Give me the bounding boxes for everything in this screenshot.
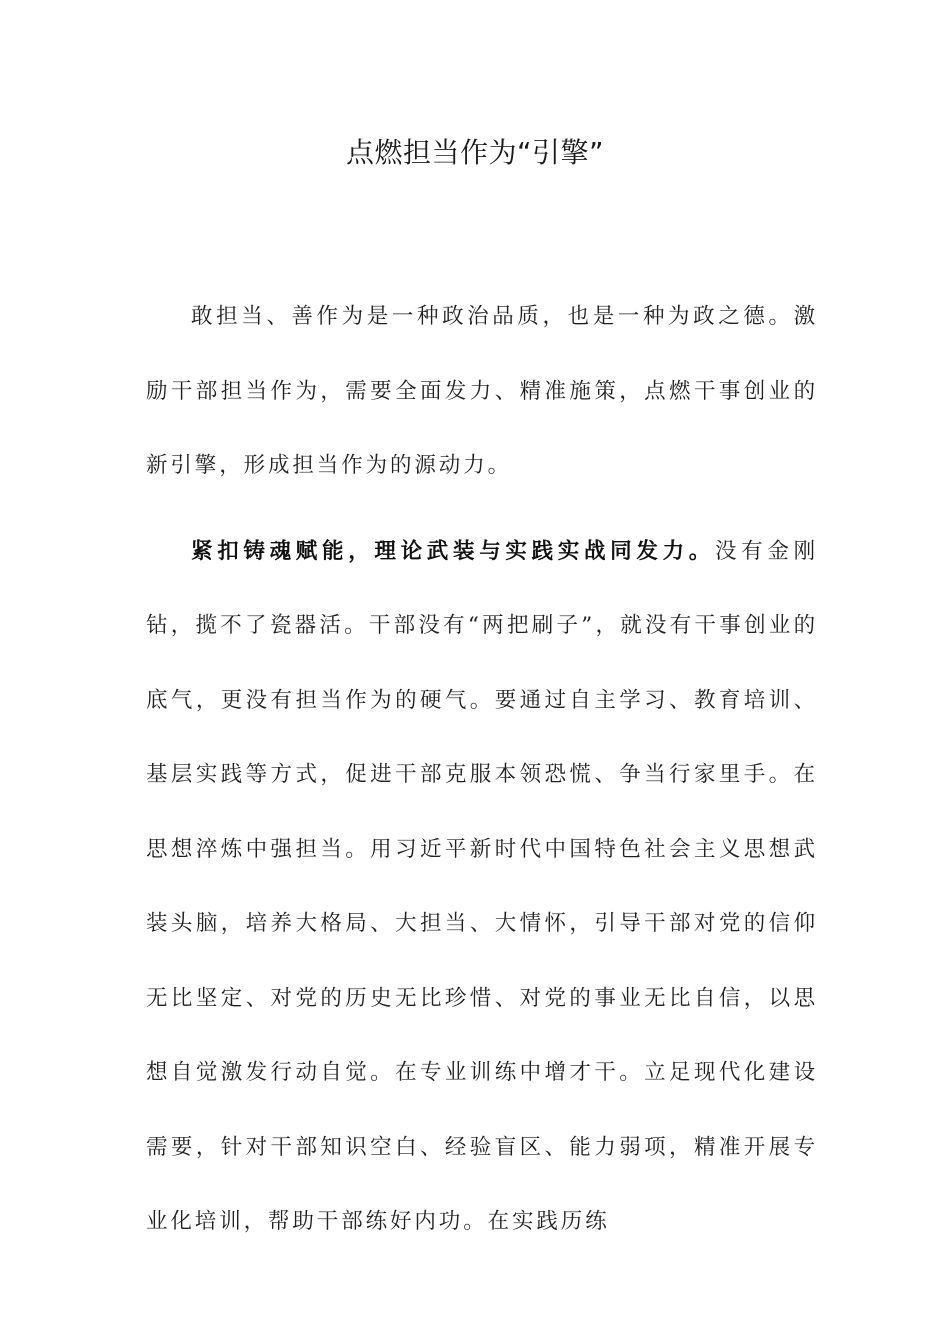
section-1-heading: 紧扣铸魂赋能，理论武装与实践实战同发力。	[191, 538, 715, 564]
paragraph-intro	[146, 280, 818, 504]
section-1-text: 没有金刚钻，揽不了瓷器活。干部没有“两把刷子”，就没有干事创业的底气，更没有担当作为的硬气。要通过自主学习、教育培训、基层实践等方式，促进干部克服本领恐慌、争当行家里手。在思想淬炼中强担当。用习近平新时代中国特色社会主义思想武装头脑，培养大格局、大担当、大情怀，引导干部对党的信仰无比坚定、对党的历史无比珍惜、对党的事业无比自信，以思想自觉激发行动自觉。在专业训练中增才干。立足现代化建设需要，针对干部知识空白、经验盲区、能力弱项，精准开展专业化培训，帮助干部练好内功。在实践历练	[146, 538, 818, 1234]
document-title: 点燃担当作为“引擎”	[345, 136, 604, 169]
paragraph-section-1	[146, 515, 818, 1260]
paragraph-intro-text: 敢担当、善作为是一种政治品质，也是一种为政之德。激励干部担当作为，需要全面发力、精准施策，点燃干事创业的新引擎，形成担当作为的源动力。	[146, 304, 818, 478]
document-body	[146, 280, 818, 1260]
